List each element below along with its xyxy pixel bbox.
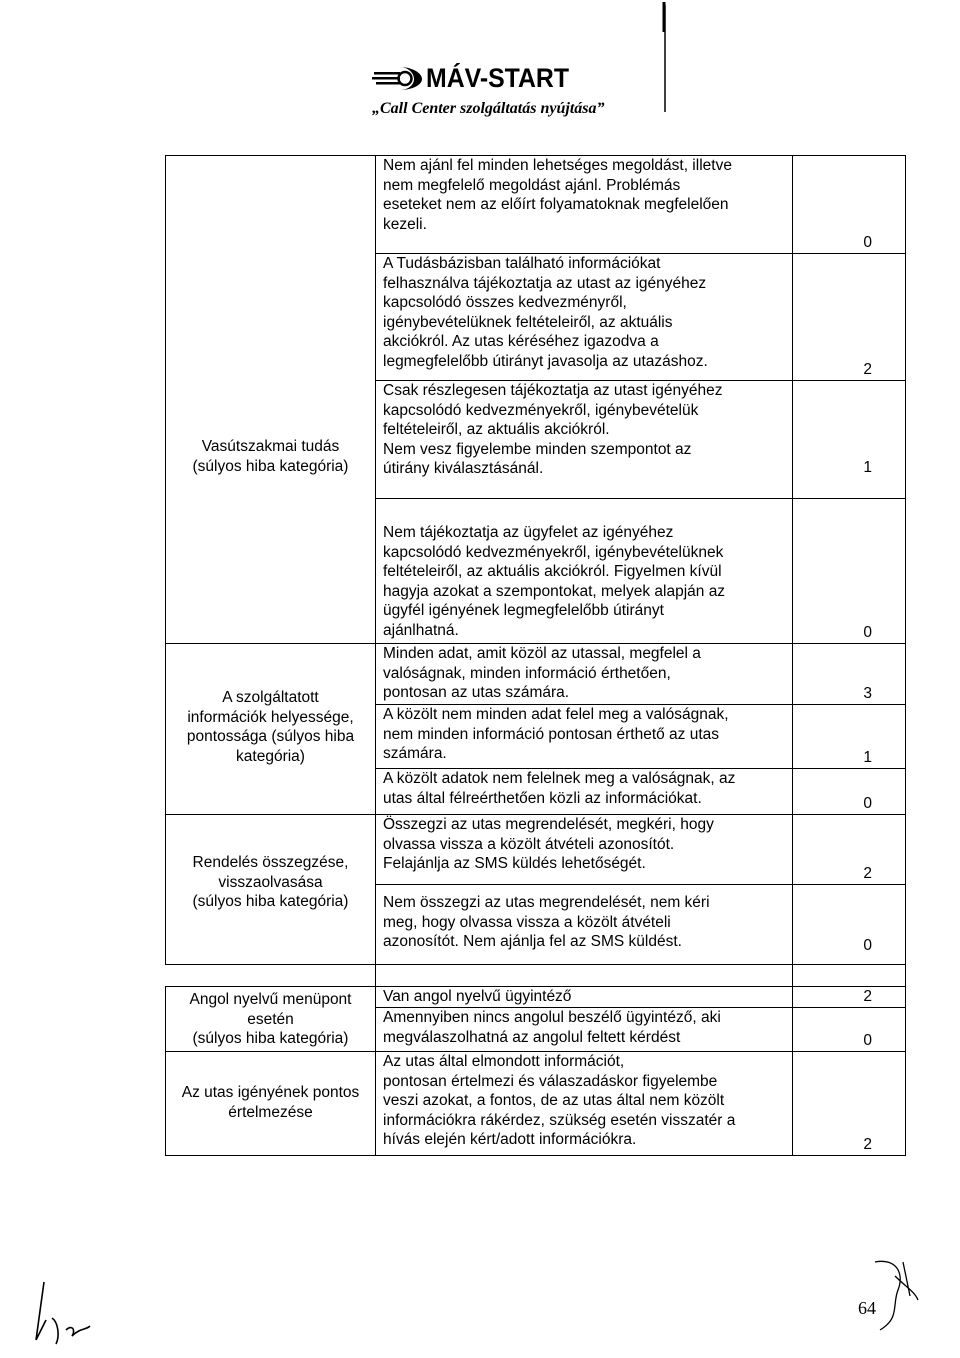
points-cell: 0 (793, 499, 906, 644)
page-header (372, 58, 632, 118)
train-logo-icon (372, 63, 424, 93)
criteria-cell: Vasútszakmai tudás (súlyos hiba kategória) (166, 254, 376, 499)
points-cell: 2 (793, 254, 906, 381)
points-cell: 0 (793, 1008, 906, 1052)
statement-cell: Van angol nyelvű ügyintéző (376, 987, 793, 1008)
table-row (166, 254, 906, 381)
table-row-spacer (166, 965, 906, 987)
statement-cell: Összegzi az utas megrendelését, megkéri, hogy olvassa vissza a közölt átvételi azonosítót. Felajánlja az SMS küldés lehetőségét. (376, 815, 793, 885)
page-number: 64 (858, 1298, 876, 1318)
table-row (166, 815, 906, 885)
header-tagline: „Call Center szolgáltatás nyújtása” (372, 100, 605, 117)
statement-cell: A közölt adatok nem felelnek meg a valóságnak, az utas által félreérthetően közli az információkat. (376, 769, 793, 815)
points-cell: 1 (793, 381, 906, 499)
statement-cell: Minden adat, amit közöl az utassal, megfelel a valóságnak, minden információ érthetően, pontosan az utas számára. (376, 644, 793, 705)
criteria-cell: Angol nyelvű menüpont esetén (súlyos hiba kategória) (166, 987, 376, 1052)
criteria-cell-empty (166, 499, 376, 644)
statement-cell: Csak részlegesen tájékoztatja az utast igényéhez kapcsolódó kedvezményekről, igénybevételük feltételeiről, az aktuális akciókról. Nem vesz figyelembe minden szempontot az útirány kiválasztásánál. (376, 381, 793, 499)
signature-mark (875, 1261, 918, 1330)
evaluation-table (165, 155, 906, 1156)
statement-cell: Amennyiben nincs angolul beszélő ügyintéző, aki megválaszolhatná az angolul feltett kérdést (376, 1008, 793, 1052)
points-cell: 0 (793, 769, 906, 815)
table-row (166, 644, 906, 705)
criteria-cell: Az utas igényének pontos értelmezése (166, 1052, 376, 1156)
points-cell: 0 (793, 156, 906, 254)
table-row (166, 499, 906, 644)
logo-text: MÁV-START (426, 62, 570, 93)
statement-cell: Nem tájékoztatja az ügyfelet az igényéhez kapcsolódó kedvezményekről, igénybevételüknek feltételeiről, az aktuális akciókról. Figyelmen kívül hagyja azokat a szempontokat, melyek alapján az ügyfél igényének legmegfelelőbb útirányt ajánlhatná. (376, 499, 793, 644)
spacer-cell (793, 965, 906, 987)
statement-cell: A közölt nem minden adat felel meg a valóságnak, nem minden információ pontosan érthető az utas számára. (376, 705, 793, 769)
spacer-cell (376, 965, 793, 987)
points-cell: 1 (793, 705, 906, 769)
points-cell: 2 (793, 1052, 906, 1156)
table-row (166, 987, 906, 1008)
points-cell: 2 (793, 987, 906, 1008)
statement-cell: Nem összegzi az utas megrendelését, nem kéri meg, hogy olvassa vissza a közölt átvételi azonosítót. Nem ajánlja fel az SMS küldést. (376, 885, 793, 965)
statement-cell: A Tudásbázisban található információkat felhasználva tájékoztatja az utast az igényéhez kapcsolódó összes kedvezményről, igénybevételüknek feltételeiről, az aktuális akciókról. Az utas kéréséhez igazodva a legmegfelelőbb útirányt javasolja az utazáshoz. (376, 254, 793, 381)
points-cell: 2 (793, 815, 906, 885)
criteria-cell-empty (166, 156, 376, 254)
statement-cell: Az utas által elmondott információt, pontosan értelmezi és válaszadáskor figyelembe veszi azokat, a fontos, de az utas által nem közölt információkra rákérdez, szükség esetén visszatér a hívás elején kért/adott információkra. (376, 1052, 793, 1156)
points-cell: 0 (793, 885, 906, 965)
table-row (166, 156, 906, 254)
signature-initials (36, 1282, 90, 1344)
table-row (166, 1052, 906, 1156)
spacer-cell (166, 965, 376, 987)
criteria-cell: A szolgáltatott információk helyessége, pontossága (súlyos hiba kategória) (166, 644, 376, 815)
criteria-cell: Rendelés összegzése, visszaolvasása (súlyos hiba kategória) (166, 815, 376, 965)
statement-cell: Nem ajánl fel minden lehetséges megoldást, illetve nem megfelelő megoldást ajánl. Problémás eseteket nem az előírt folyamatoknak megfelelően kezeli. (376, 156, 793, 254)
mav-start-logo (372, 58, 632, 98)
points-cell: 3 (793, 644, 906, 705)
